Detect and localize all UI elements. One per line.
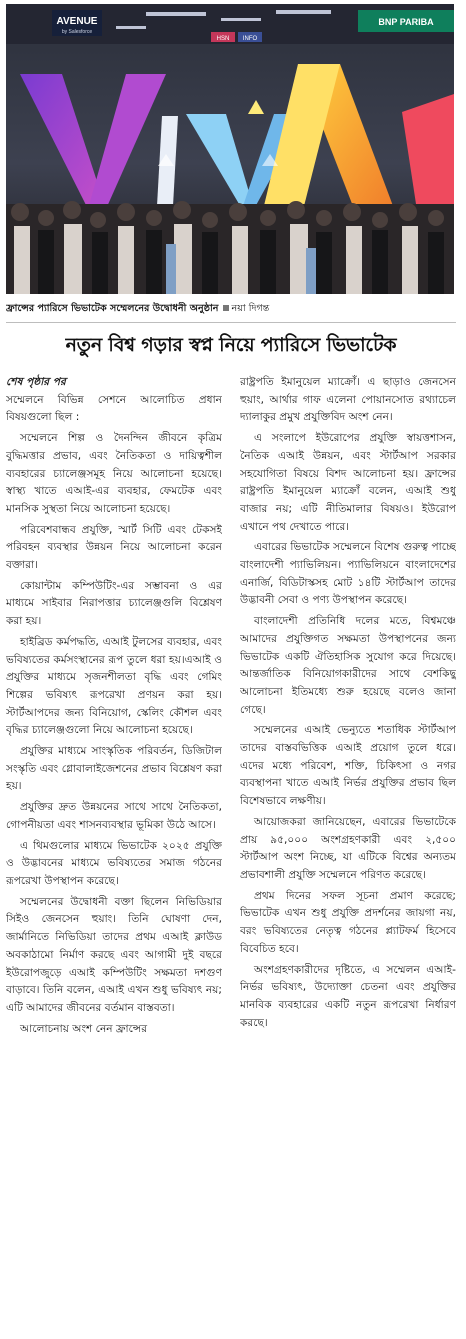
crowd — [6, 201, 454, 294]
caption-source: নয়া দিগন্ত — [231, 303, 270, 314]
bnp-sign — [358, 10, 454, 32]
continued-from-label: শেষ পৃষ্ঠার পর — [6, 376, 66, 388]
left-column — [6, 374, 222, 1336]
paragraph: আলোচনায় অংশ নেন ফ্রান্সের — [20, 1022, 148, 1035]
caption-separator-square — [223, 305, 229, 311]
caption-divider — [6, 322, 456, 323]
paragraph: রাষ্ট্রপতি ইমানুয়েল ম্যাক্রোঁ। এ ছাড়াও জেনসেন হুয়াং, আর্থার গাফ এলেনা পোয়ানসোত রথ্যাচেল দ্যালাকুর প্রমুখ প্রযুক্তিবিদ অংশ নেন। — [240, 376, 456, 424]
paragraph: এ থিমগুলোর মাধ্যমে ভিভাটেক ২০২৫ প্রযুক্তি ও উদ্ভাবনের মাধ্যমে ভবিষ্যতের সমাজ গঠনের রূপরেখা উপস্থাপন করেছে। — [6, 839, 222, 887]
paragraph: প্রযুক্তির দ্রুত উন্নয়নের সাথে সাথে নৈতিকতা, গোপনীয়তা এবং শাসনব্যবস্থার ভূমিকা উঠে আসে। — [6, 801, 222, 831]
paragraph: এ সংলাপে ইউরোপের প্রযুক্তি স্বায়ত্তশাসন, নৈতিক এআই উন্নয়ন, এবং স্টার্টআপ সরকার সহযোগিতা বিষয়ে বিশদ আলোচনা হয়। ফ্রান্সের রাষ্ট্রপতি ইমানুয়েল ম্যাক্রোঁ বলেন, এআই শুধু বাজার নয়; এটি নীতিমালার বিষয়ও। ইউরোপ এখানে পথ দেখাতে পারে। — [240, 432, 456, 533]
paragraph: বাংলাদেশী প্রতিনিধি দলের মতে, বিশ্বমঞ্চে আমাদের প্রযুক্তিগত সক্ষমতা উপস্থাপনের জন্য ভিভাটেক একটি ঐতিহাসিক সুযোগ করে দিয়েছে। আন্তর্জাতিক বিনিয়োগকারীদের সাথে বেশকিছু আলোচনা ইতিমধ্যে শুরু হয়েছে বলেও জানা গেছে। — [240, 615, 456, 716]
paragraph: প্রথম দিনের সফল সূচনা প্রমাণ করেছে; ভিভাটেক এখন শুধু প্রযুক্তি প্রদর্শনের জায়গা নয়, বরং ভবিষ্যতের নেতৃত্ব গঠনের প্ল্যাটফর্ম হিসেবে বিবেচিত হবে। — [240, 889, 456, 955]
avenue-sign-text: AVENUE — [56, 16, 98, 27]
paragraph: হাইব্রিড কর্মপদ্ধতি, এআই টুলসের ব্যবহার, এবং ভবিষ্যতের কর্মসংস্থানের রূপ তুলে ধরা হয়।এআই ও প্রযুক্তির মাধ্যমে সৃজনশীলতা বৃদ্ধি এবং গেমিং শিল্পের ভবিষ্যৎ রূপরেখা প্রণয়ন করা হয়।স্টার্টআপদের জন্য বিনিয়োগ, স্কেলিং কৌশল এবং বৃদ্ধির চ্যালেঞ্জগুলো নিয়ে আলোচনা হয়েছে। — [6, 635, 222, 737]
paragraph: সম্মেলনে বিভিন্ন সেশনে আলোচিত প্রধান বিষয়গুলো ছিল : — [6, 393, 222, 424]
avenue-sign — [52, 10, 102, 36]
paragraph: প্রযুক্তির মাধ্যমে সাংস্কৃতিক পরিবর্তন, ডিজিটাল সংস্কৃতি এবং গ্লোবালাইজেশনের প্রভাব বিশ্লেষণ করা হয়। — [6, 745, 222, 793]
paragraph: সম্মেলনে শিল্প ও দৈনন্দিন জীবনে কৃত্রিম বুদ্ধিমত্তার প্রভাব, এবং নৈতিকতা ও দায়িত্বশীল ব্যবহারের চ্যালেঞ্জসমূহ নিয়ে আলোচনা হয়েছে। স্বাস্থ্য খাতে এআই-এর ব্যবহার, ফেমটেক এবং মানসিক সুস্থতা নিয়ে আলোচনা হয়েছে। — [6, 432, 222, 515]
event-photo — [6, 4, 454, 294]
photo-caption — [6, 302, 456, 315]
salesforce-text: by Salesforce — [61, 29, 93, 35]
paragraph: এবারের ভিভাটেক সম্মেলনে বিশেষ গুরুত্ব পাচ্ছে বাংলাদেশী প্যাভিলিয়ন। প্যাভিলিয়নে বাংলাদেশের এনার্জি, বিডিটাস্কসহ মোট ১৪টি স্টার্টআপ তাদের উদ্ভাবনী সেবা ও পণ্য উপস্থাপন করেছে। — [240, 541, 456, 607]
bnp-sign-text: BNP PARIBA — [378, 17, 434, 27]
caption-text: ফ্রান্সের প্যারিসে ভিভাটেক সম্মেলনের উদ্বোধনী অনুষ্ঠান — [6, 303, 219, 314]
paragraph: কোয়ান্টাম কম্পিউটিং-এর সম্ভাবনা ও এর মাধ্যমে সাইবার নিরাপত্তার চ্যালেঞ্জগুলি বিশ্লেষণ করা হয়। — [6, 579, 222, 628]
info-sign-text: INFO — [242, 36, 258, 42]
article-headline: নতুন বিশ্ব গড়ার স্বপ্ন নিয়ে প্যারিসে ভিভাটেক — [65, 334, 397, 356]
paragraph: অংশগ্রহণকারীদের দৃষ্টিতে, এ সম্মেলন এআই-নির্ভর ভবিষ্যৎ, উদ্যোক্তা চেতনা এবং প্রযুক্তির মানবিক ব্যবহারের একটি নতুন রূপরেখা নির্ধারণ করছে। — [240, 963, 456, 1029]
paragraph: আয়োজকরা জানিয়েছেন, এবারের ভিভাটেকে প্রায় ৯৫,০০০ অংশগ্রহণকারী এবং ২,৫০০ স্টার্টআপ অংশ নিচ্ছে, যা এটিকে বিশ্বের অন্যতম প্রভাবশালী প্রযুক্তি সম্মেলনে পরিণত করেছে। — [240, 815, 456, 881]
right-column — [240, 374, 456, 1336]
paragraph: পরিবেশবান্ধব প্রযুক্তি, স্মার্ট সিটি এবং টেকসই পরিবহন ব্যবস্থার উন্নয়ন নিয়ে আলোচনা করেন বক্তারা। — [6, 523, 222, 572]
paragraph: সম্মেলনের এআই ভেন্যুতে শতাধিক স্টার্টআপ তাদের বাস্তবভিত্তিক এআই প্রয়োগ তুলে ধরে। এদের মধ্যে পরিবেশ, শক্তি, চিকিৎসা ও নগর ব্যবস্থাপনা খাতে এআই নির্ভর প্রযুক্তির প্রভাব ছিল বিশেষভাবে লক্ষণীয়। — [240, 724, 456, 808]
paragraph: সম্মেলনের উদ্বোধনী বক্তা ছিলেন নিভিডিয়ার সিইও জেনসেন হুয়াং। তিনি ঘোষণা দেন, জার্মানিতে নিভিডিয়া তাদের প্রথম এআই ক্লাউড অবকাঠামো নির্মাণ করছে এবং আগামী দুই বছরে ইউরোপজুড়ে এআই কম্পিউটিং সক্ষমতা দশগুণ বাড়াবে। তিনি বলেন, এআই এখন শুধু ভবিষ্যৎ নয়; এটি আমাদের জীবনের বর্তমান বাস্তবতা। — [6, 895, 222, 1014]
hsn-sign-text: HSN — [216, 36, 230, 42]
